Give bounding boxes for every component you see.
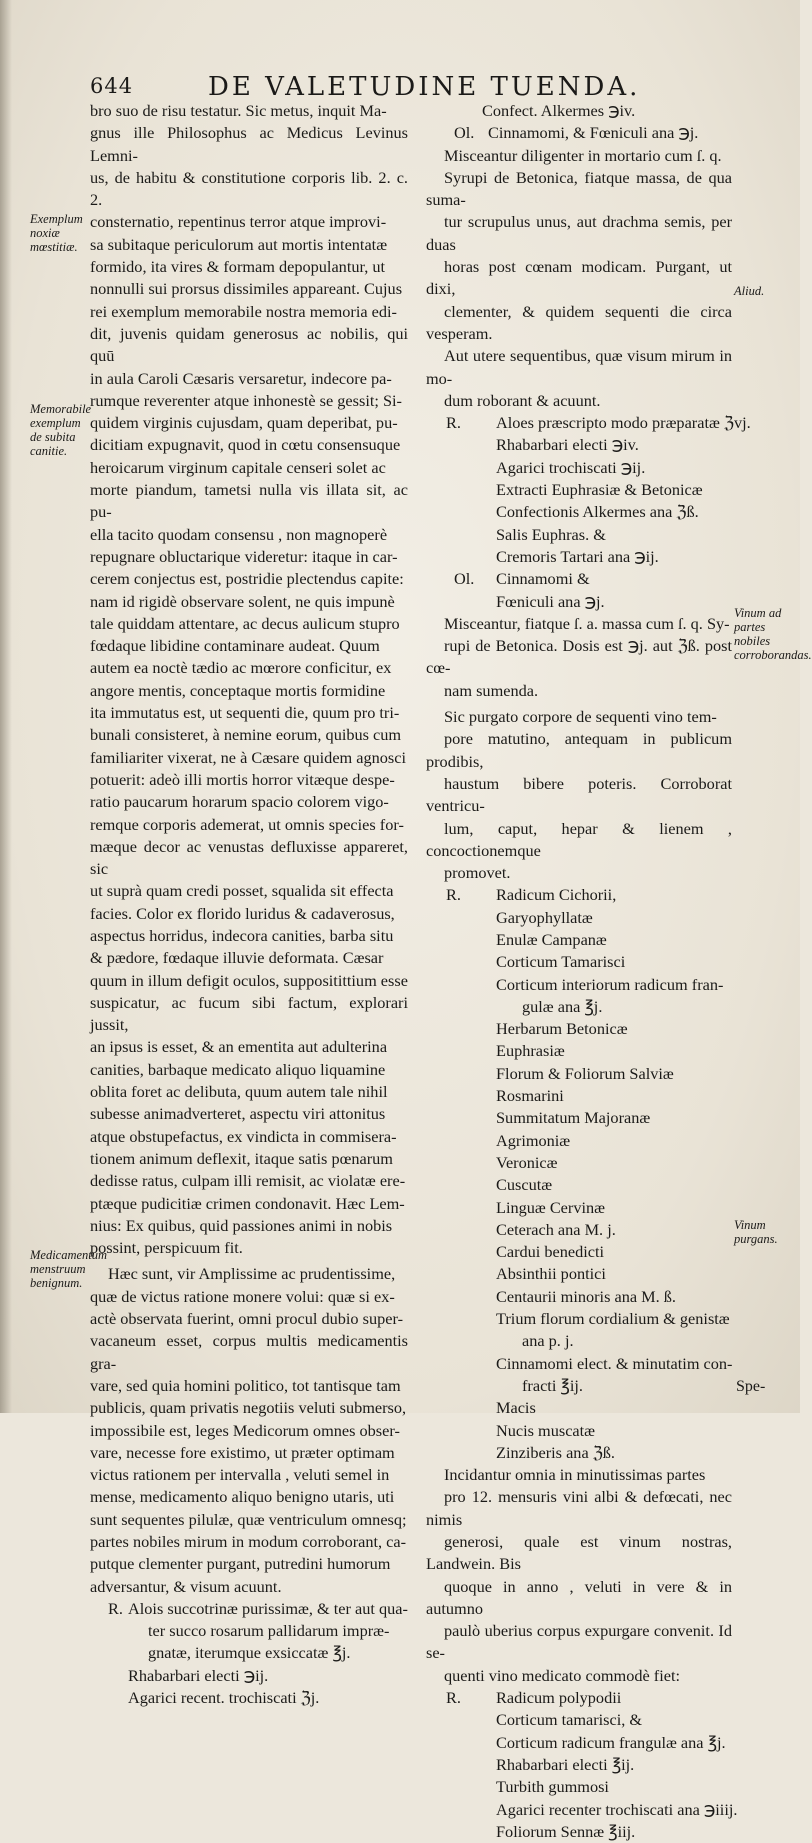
recipe-ingredient: Salis Euphras. &: [496, 524, 606, 544]
paragraph-line: facies. Color ex florido luridus & cadaverosus,: [90, 903, 395, 923]
recipe-ingredient: Agarici trochiscati ℈ij.: [496, 457, 646, 477]
paragraph-line: promovet.: [444, 863, 511, 883]
paragraph-line: quæ de victus ratione monere volui: quæ si ex-: [90, 1286, 395, 1306]
recipe-ingredient: Euphrasiæ: [496, 1041, 565, 1061]
paragraph-line: rupi de Betonica. Dosis est ℈j. aut ℨß. post cœ-: [426, 636, 732, 678]
paragraph-line: nam sumenda.: [444, 680, 539, 700]
paragraph-line: pore matutino, antequam in publicum prodibis,: [426, 729, 732, 771]
right-paragraph-4: [426, 1464, 732, 1687]
recipe-ingredient: Corticum Tamarisci: [496, 952, 626, 972]
paragraph-line: Incidantur omnia in minutissimas partes: [444, 1465, 706, 1485]
recipe-label: R.: [446, 413, 461, 433]
recipe-ingredient: Herbarum Betonicæ: [496, 1019, 628, 1039]
paragraph-line: Hæc sunt, vir Amplissime ac prudentissime,: [108, 1264, 396, 1284]
paragraph-line: morte piandum, tametsi nulla vis illata sit, ac pu-: [90, 480, 408, 522]
paragraph-line: Syrupi de Betonica, fiatque massa, de qua suma-: [426, 167, 732, 210]
catchword: Spe-: [736, 1378, 766, 1395]
page-edge-shadow: [0, 0, 12, 1413]
paragraph-line: familiariter vixerat, ne à Cæsare quidem agnosci: [90, 747, 407, 767]
paragraph-line: mense, medicamento aliquo benigno utaris, uti: [90, 1487, 395, 1507]
paragraph-line: generosi, quale est vinum nostras, Landwein. Bis: [426, 1532, 732, 1574]
paragraph-line: vare, necesse fore existimo, ut præter optimam: [90, 1442, 395, 1462]
recipe-ingredient: gulæ ana ℥j.: [522, 996, 603, 1016]
paragraph-line: ratio paucarum horarum spacio colorem vigo-: [90, 792, 389, 812]
left-paragraph-2: [90, 1263, 408, 1597]
paragraph-line: gnus ille Philosophus ac Medicus Levinus Lemni-: [90, 123, 408, 165]
margin-note-wine-noble-parts: Vinum ad partes nobiles corroborandas.: [734, 606, 812, 662]
recipe-ingredient: Summitatum Majoranæ: [496, 1108, 651, 1128]
paragraph-line: Misceantur diligenter in mortario cum ſ. q.: [444, 145, 722, 165]
paragraph-line: ptæque pudicitiæ crimen condonavit. Hæc Lem-: [90, 1193, 405, 1213]
recipe-ingredient: gnatæ, iterumque exsiccatæ ℥j.: [148, 1643, 351, 1663]
recipe-ingredient: fracti ℥ij.: [522, 1375, 583, 1395]
right-paragraph-3: [426, 706, 732, 884]
recipe-ingredient: Corticum interiorum radicum fran-: [496, 974, 724, 994]
paragraph-line: oblita foret ac delibuta, quum autem tale nihil: [90, 1082, 388, 1102]
paragraph-line: quenti vino medicato commodè fiet:: [444, 1665, 681, 1685]
paragraph-line: fœdaque libidine contaminare audeat. Quum: [90, 636, 380, 656]
recipe-ingredient: Cuscutæ: [496, 1175, 553, 1195]
paragraph-line: sunt sequentes pilulæ, quæ ventriculum omnesq;: [90, 1509, 407, 1529]
right-recipe-3: [426, 884, 732, 1464]
margin-note-aliud: Aliud.: [734, 284, 765, 298]
recipe-ingredient: Turbith gummosi: [496, 1777, 609, 1797]
paragraph-line: rei exemplum memorabile nostra memoria edi-: [90, 301, 397, 321]
recipe-ingredient: Cinnamomi &: [496, 569, 590, 589]
recipe-ingredient: Ceterach ana M. j.: [496, 1219, 616, 1239]
paragraph-line: Sic purgato corpore de sequenti vino tem-: [444, 707, 717, 727]
paragraph-line: sa subitaque periculorum aut mortis intentatæ: [90, 234, 388, 254]
paragraph-line: paulò uberius corpus expurgare convenit. Id se-: [426, 1621, 732, 1663]
recipe-ingredient: Foliorum Sennæ ℥iij.: [496, 1821, 636, 1841]
paragraph-line: nonnulli sui prorsus dissimiles appareant. Cujus: [90, 279, 403, 299]
paragraph-line: bunali consisteret, à nemine eorum, quibus cum: [90, 725, 402, 745]
paragraph-line: dum roborant & acuunt.: [444, 390, 601, 410]
paragraph-line: tionem animum deflexit, itaque satis pœnarum: [90, 1148, 393, 1168]
paragraph-line: remque corporis ademerat, ut omnis species for-: [90, 814, 404, 834]
oil-label: Ol.: [454, 569, 475, 589]
paragraph-line: horas post cœnam modicam. Purgant, ut dixi,: [426, 257, 732, 299]
paragraph-line: ella tacito quodam consensu , non magnoperè: [90, 524, 388, 544]
paragraph-line: ita immutatus est, ut sequenti die, quum pro tri-: [90, 703, 400, 723]
paragraph-line: vacaneum esset, corpus multis medicamentis gra-: [90, 1331, 408, 1373]
right-paragraph-1: [426, 145, 732, 413]
right-recipe-2: [426, 412, 751, 613]
recipe-ingredient: Alois succotrinæ purissimæ, & ter aut qua-: [128, 1598, 408, 1618]
left-paragraph-1: [90, 100, 408, 1259]
paragraph-line: possint, perspicuum fit.: [90, 1238, 243, 1258]
paragraph-line: dit, juvenis quidam generosus ac nobilis, qui quū: [90, 323, 408, 366]
paragraph-line: clementer, & quidem sequenti die circa vesperam.: [426, 301, 732, 343]
right-paragraph-2: [426, 613, 732, 702]
paragraph-line: tur scrupulus unus, aut drachma semis, per duas: [426, 212, 732, 254]
recipe-ingredient: Fœniculi ana ℈j.: [496, 591, 605, 611]
recipe-ingredient: Cardui benedicti: [496, 1242, 605, 1262]
paragraph-line: rumque reverenter atque inhonestè se gessit; Si-: [90, 390, 402, 410]
margin-note-purging-wine: Vinum purgans.: [734, 1218, 778, 1246]
paragraph-line: atque obstupefactus, ex vindicta in commisera-: [90, 1126, 397, 1146]
left-recipe: [90, 1598, 408, 1709]
paragraph-line: dedisse ratus, culpam illi remisit, ac violatæ ere-: [90, 1171, 406, 1191]
recipe-ingredient: Florum & Foliorum Salviæ: [496, 1063, 674, 1083]
paragraph-line: quidem virginis cujusdam, quam deperibat, pu-: [90, 413, 398, 433]
paragraph-line: mæque decor ac venustas defluxisse appareret, sic: [90, 836, 408, 879]
paragraph-line: vare, sed quia homini politico, tot tantisque tam: [90, 1375, 401, 1395]
recipe-ingredient: Enulæ Campanæ: [496, 929, 607, 949]
left-column: [90, 100, 408, 1709]
paragraph-line: formido, ita vires & formam depopulantur, ut: [90, 257, 386, 277]
recipe-ingredient: Veronicæ: [496, 1152, 558, 1172]
margin-note-monthly-medicine: Medicamentum menstruum benignum.: [30, 1248, 108, 1290]
paragraph-line: consternatio, repentinus terror atque improvi-: [90, 212, 387, 232]
recipe-ingredient: Macis: [496, 1398, 536, 1418]
paragraph-line: suspicatur, ac fucum sibi factum, explorari jussit,: [90, 992, 408, 1035]
paragraph-line: an ipsus is esset, & an ementita aut adulterina: [90, 1037, 388, 1057]
paragraph-line: tale quiddam attentare, ac decus aulicum stupro: [90, 613, 400, 633]
margin-note-sudden-whitening: Memorabile exemplum de subita canitie.: [30, 402, 92, 458]
paragraph-line: quoque in anno , veluti in vere & in autumno: [426, 1576, 732, 1618]
recipe-ingredient: Agrimoniæ: [496, 1130, 571, 1150]
recipe-ingredient: Nucis muscatæ: [496, 1420, 596, 1440]
paragraph-line: nius: Ex quibus, quid passiones animi in nobis: [90, 1215, 393, 1235]
right-recipe-1: [426, 100, 732, 145]
paragraph-line: potuerit: adeò illi mortis horror vitæque despe-: [90, 769, 395, 789]
paragraph-line: & pædore, fœdaque illuvie deformata. Cæsar: [90, 948, 384, 968]
recipe-ingredient: Cremoris Tartari ana ℈ij.: [496, 546, 659, 566]
paragraph-line: pro 12. mensuris vini albi & defœcati, nec nimis: [426, 1487, 732, 1529]
recipe-ingredient: Garyophyllatæ: [496, 907, 593, 927]
paragraph-line: bro suo de risu testatur. Sic metus, inquit Ma-: [90, 101, 387, 120]
recipe-label: R.: [446, 885, 461, 905]
paragraph-line: adversantur, & visum acuunt.: [90, 1576, 282, 1596]
paragraph-line: dicitiam expugnavit, quod in cœtu consensuque: [90, 435, 401, 455]
recipe-ingredient: Rhabarbari electi ℥ij.: [496, 1754, 635, 1774]
recipe-ingredient: Trium florum cordialium & genistæ: [496, 1309, 730, 1329]
paragraph-line: nam id rigidè observare solent, ne quis impunè: [90, 591, 395, 611]
recipe-ingredient: ana p. j.: [522, 1331, 574, 1351]
recipe-ingredient: Corticum radicum frangulæ ana ℥j.: [496, 1732, 726, 1752]
recipe-label: R.: [108, 1598, 123, 1618]
recipe-ingredient: ter succo rosarum pallidarum impræ-: [148, 1621, 390, 1641]
oil-label: Ol.: [454, 123, 475, 143]
recipe-ingredient: Cinnamomi elect. & minutatim con-: [496, 1353, 733, 1373]
recipe-ingredient: Confectionis Alkermes ana ℨß.: [496, 502, 699, 522]
paragraph-line: aspectus horridus, indecora canities, barba situ: [90, 925, 394, 945]
paragraph-line: subesse animadverteret, aspectu viri attonitus: [90, 1104, 386, 1124]
paragraph-line: cerem conjectus est, postridie plectendus capite:: [90, 569, 404, 589]
paragraph-line: publicis, quam privatis negotiis veluti submerso,: [90, 1398, 407, 1418]
recipe-label: R.: [446, 1688, 461, 1708]
paragraph-line: quum in illum defigit oculos, suppositittium esse: [90, 970, 408, 990]
recipe-ingredient: Rhabarbari electi ℈iv.: [496, 435, 639, 455]
recipe-ingredient: Radicum Cichorii,: [496, 885, 617, 905]
recipe-ingredient: Rosmarini: [496, 1086, 564, 1106]
paragraph-line: us, de habitu & constitutione corporis lib. 2. c. 2.: [90, 167, 408, 210]
recipe-ingredient: Agarici recenter trochiscati ana ℈iiij.: [496, 1799, 738, 1819]
recipe-ingredient: Extracti Euphrasiæ & Betonicæ: [496, 480, 703, 500]
paragraph-line: impossibile est, leges Medicorum omnes obser-: [90, 1420, 400, 1440]
paragraph-line: actè observata fuerint, omni procul dubio super-: [90, 1309, 403, 1329]
paragraph-line: lum, caput, hepar & lienem , concoctionemque: [426, 818, 732, 860]
paragraph-line: victus rationem per intervalla , veluti semel in: [90, 1465, 390, 1485]
paragraph-line: canities, barbaque medicato aliquo liquamine: [90, 1059, 386, 1079]
paragraph-line: putque clementer purgant, putredini humorum: [90, 1554, 391, 1574]
recipe-ingredient: Confect. Alkermes ℈iv.: [482, 101, 636, 120]
paragraph-line: partes nobiles mirum in modum corroborant, ca-: [90, 1532, 407, 1551]
paragraph-line: haustum bibere poteris. Corroborat ventricu-: [426, 773, 732, 816]
recipe-ingredient: Linguæ Cervinæ: [496, 1197, 605, 1217]
right-recipe-4: [426, 1687, 738, 1843]
paragraph-line: Misceantur, fiatque ſ. a. massa cum ſ. q. Sy-: [444, 613, 730, 633]
recipe-ingredient: Zinziberis ana ℨß.: [496, 1442, 615, 1462]
recipe-ingredient: Centaurii minoris ana M. ß.: [496, 1286, 676, 1306]
recipe-ingredient: Aloes præscripto modo præparatæ ℨvj.: [496, 413, 751, 433]
recipe-ingredient: Cinnamomi, & Fœniculi ana ℈j.: [488, 123, 699, 143]
paragraph-line: heroicarum virginum capitale censeri solet ac: [90, 457, 386, 477]
page-number: 644: [90, 74, 134, 98]
recipe-ingredient: Absinthii pontici: [496, 1264, 606, 1284]
running-head: DE VALETUDINE TUENDA.: [208, 72, 641, 102]
paragraph-line: ut suprà quam credi posset, squalida sit effecta: [90, 881, 394, 901]
recipe-ingredient: Radicum polypodii: [496, 1688, 622, 1708]
paragraph-line: autem ea noctè tædio ac mœrore conficitur, ex: [90, 658, 392, 678]
recipe-ingredient: Corticum tamarisci, &: [496, 1710, 643, 1730]
margin-note-noxious-sadness: Exemplum noxiæ mœstitiæ.: [30, 212, 83, 254]
recipe-ingredient: Agarici recent. trochiscati ℨj.: [128, 1688, 320, 1708]
recipe-ingredient: Rhabarbari electi ℈ij.: [128, 1665, 269, 1685]
paragraph-line: repugnare obluctarique videretur: itaque in car-: [90, 546, 398, 566]
paragraph-line: in aula Caroli Cæsaris versaretur, indecore pa-: [90, 368, 392, 388]
paragraph-line: Aut utere sequentibus, quæ visum mirum in mo-: [426, 346, 732, 388]
paragraph-line: angore mentis, conceptaque mortis formidine: [90, 680, 386, 700]
